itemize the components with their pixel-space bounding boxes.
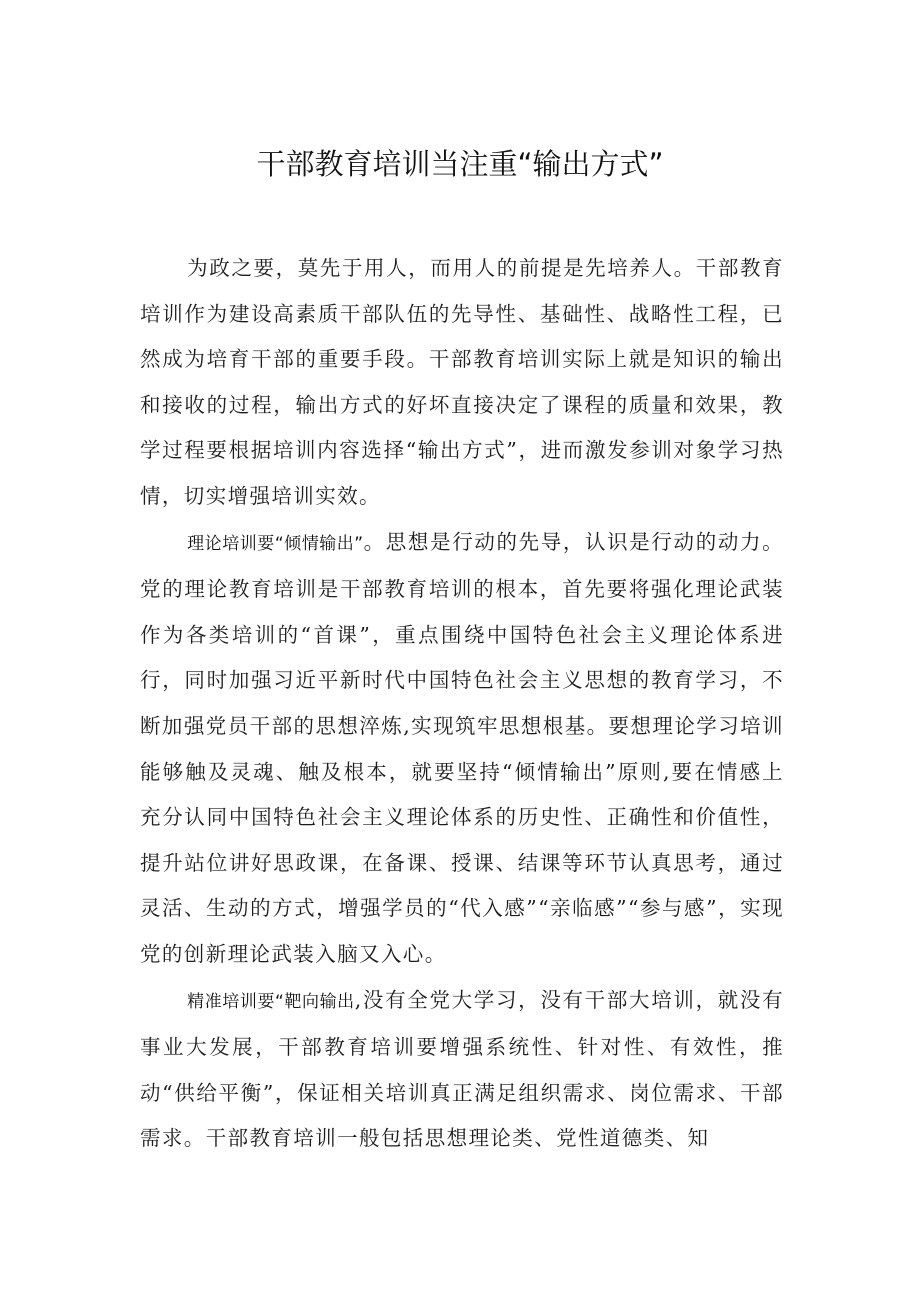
- paragraph-theory-training: [140, 520, 784, 978]
- paragraph-text: 为政之要，莫先于用人，而用人的前提是先培养人。干部教育培训作为建设高素质干部队伍的先导性、基础性、战略性工程，已然成为培育干部的重要手段。干部教育培训实际上就是知识的输出和接收的过程，输出方式的好坏直接决定了课程的质量和效果，教学过程要根据培训内容选择“输出方式”，进而激发参训对象学习热情，切实增强培训实效。: [140, 256, 784, 508]
- paragraph-lead-heading: 精准培训要“靶向输出: [187, 991, 355, 1012]
- paragraph-text: ,没有全党大学习，没有干部大培训，就没有事业大发展，干部教育培训要增强系统性、针对性、有效性，推动“供给平衡”，保证相关培训真正满足组织需求、岗位需求、干部需求。干部教育培训一般包括思想理论类、党性道德类、知: [140, 987, 784, 1151]
- paragraph-precision-training: [140, 978, 784, 1162]
- paragraph-lead-heading: 理论培训要“倾情输出”: [187, 533, 364, 554]
- document-body: [140, 246, 784, 1162]
- paragraph-text: 。思想是行动的先导，认识是行动的动力。党的理论教育培训是干部教育培训的根本，首先要将强化理论武装作为各类培训的“首课”，重点围绕中国特色社会主义理论体系进行，同时加强习近平新时代中国特色社会主义思想的教育学习，不断加强党员干部的思想淬炼,实现筑牢思想根基。要想理论学习培训能够触及灵魂、触及根本，就要坚持“倾情输出”原则,要在情感上充分认同中国特色社会主义理论体系的历史性、正确性和价值性，提升站位讲好思政课，在备课、授课、结课等环节认真思考，通过灵活、生动的方式，增强学员的“代入感”“亲临感”“参与感”，实现党的创新理论武装入脑又入心。: [140, 529, 784, 966]
- document-title: 干部教育培训当注重“输出方式”: [256, 147, 664, 181]
- paragraph-intro: [140, 246, 784, 520]
